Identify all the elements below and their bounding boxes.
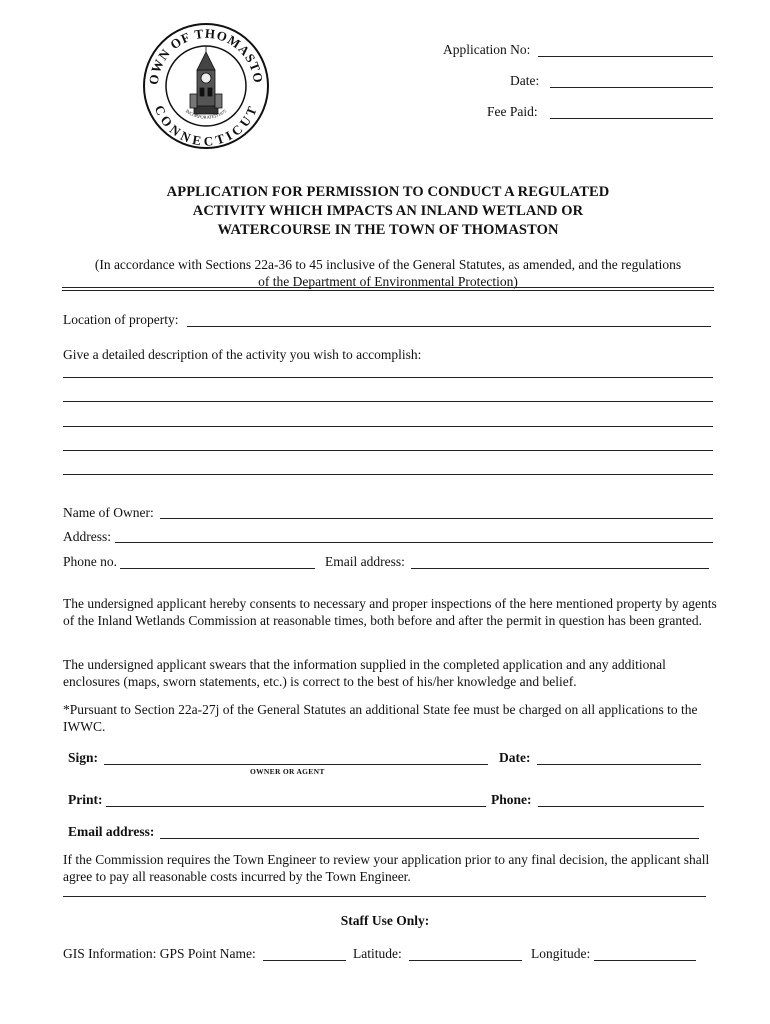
phone-label: Phone no. [63,554,117,569]
owner-field[interactable] [160,518,713,519]
owner-or-agent-caption: OWNER OR AGENT [250,767,325,776]
divider-top [62,287,714,288]
longitude-label: Longitude: [531,946,591,961]
seal-bottom-text: CONNECTICUT [151,103,261,149]
staff-divider [63,896,706,897]
fee-paid-field[interactable] [550,118,713,119]
seal-top-text: OWN OF THOMASTO [145,25,267,86]
date-label: Date: [510,73,540,88]
divider-bottom [62,290,714,291]
seal-icon [142,22,270,150]
staff-heading: Staff Use Only: [340,913,430,928]
description-line-2[interactable] [63,401,713,402]
sign-date-field[interactable] [537,764,701,765]
application-no-field[interactable] [538,56,713,57]
print-label: Print: [68,792,103,807]
application-no-label: Application No: [443,42,531,57]
subtitle-line-1: (In accordance with Sections 22a-36 to 45 inclusive of the General Statutes, as amended, and the regulations [94,257,682,272]
sign-date-label: Date: [499,750,531,765]
address-field[interactable] [115,542,713,543]
phone-field[interactable] [120,568,315,569]
owner-label: Name of Owner: [63,505,154,520]
description-line-5[interactable] [63,474,713,475]
email-field[interactable] [411,568,709,569]
gps-point-field[interactable] [263,960,346,961]
latitude-field[interactable] [409,960,522,961]
title-line-3: WATERCOURSE IN THE TOWN OF THOMASTON [217,222,559,238]
title-line-1: APPLICATION FOR PERMISSION TO CONDUCT A REGULATED [166,184,610,200]
sign-phone-field[interactable] [538,806,704,807]
fee-paid-label: Fee Paid: [487,104,538,119]
date-field[interactable] [550,87,713,88]
description-label: Give a detailed description of the activity you wish to accomplish: [63,347,422,362]
subtitle-line-2: of the Department of Environmental Protection) [258,274,518,289]
form-subtitle [70,256,706,290]
email-label: Email address: [325,554,405,569]
longitude-field[interactable] [594,960,696,961]
swear-paragraph: The undersigned applicant swears that the information supplied in the completed application and any additional enclosures (maps, sworn statements, etc.) is correct to the best of his/her knowledge and belief. [63,657,666,689]
engineer-paragraph: If the Commission requires the Town Engineer to review your application prior to any final decision, the applicant shall agree to pay all reasonable costs incurred by the Town Engineer. [63,852,710,884]
form-title [100,183,676,240]
address-label: Address: [63,529,111,544]
sign-email-label: Email address: [68,824,155,839]
gis-label: GIS Information: GPS Point Name: [63,946,256,961]
description-line-1[interactable] [63,377,713,378]
sign-label: Sign: [68,750,99,765]
title-line-2: ACTIVITY WHICH IMPACTS AN INLAND WETLAND OR [192,203,584,219]
sign-email-field[interactable] [160,838,699,839]
consent-paragraph: The undersigned applicant hereby consents to necessary and proper inspections of the here mentioned property by agents of the Inland Wetlands Commission at reasonable times, both before and after the permit in question has been granted. [63,596,717,628]
sign-field[interactable] [104,764,488,765]
location-field[interactable] [187,326,711,327]
latitude-label: Latitude: [353,946,402,961]
description-line-3[interactable] [63,426,713,427]
location-label: Location of property: [63,312,179,327]
town-seal [142,22,270,150]
description-line-4[interactable] [63,450,713,451]
seal-ribbon-text: INCORPORATED 1875 [184,108,228,120]
state-fee-paragraph: *Pursuant to Section 22a-27j of the General Statutes an additional State fee must be charged on all applications to the IWWC. [63,702,698,734]
print-field[interactable] [106,806,486,807]
sign-phone-label: Phone: [491,792,532,807]
